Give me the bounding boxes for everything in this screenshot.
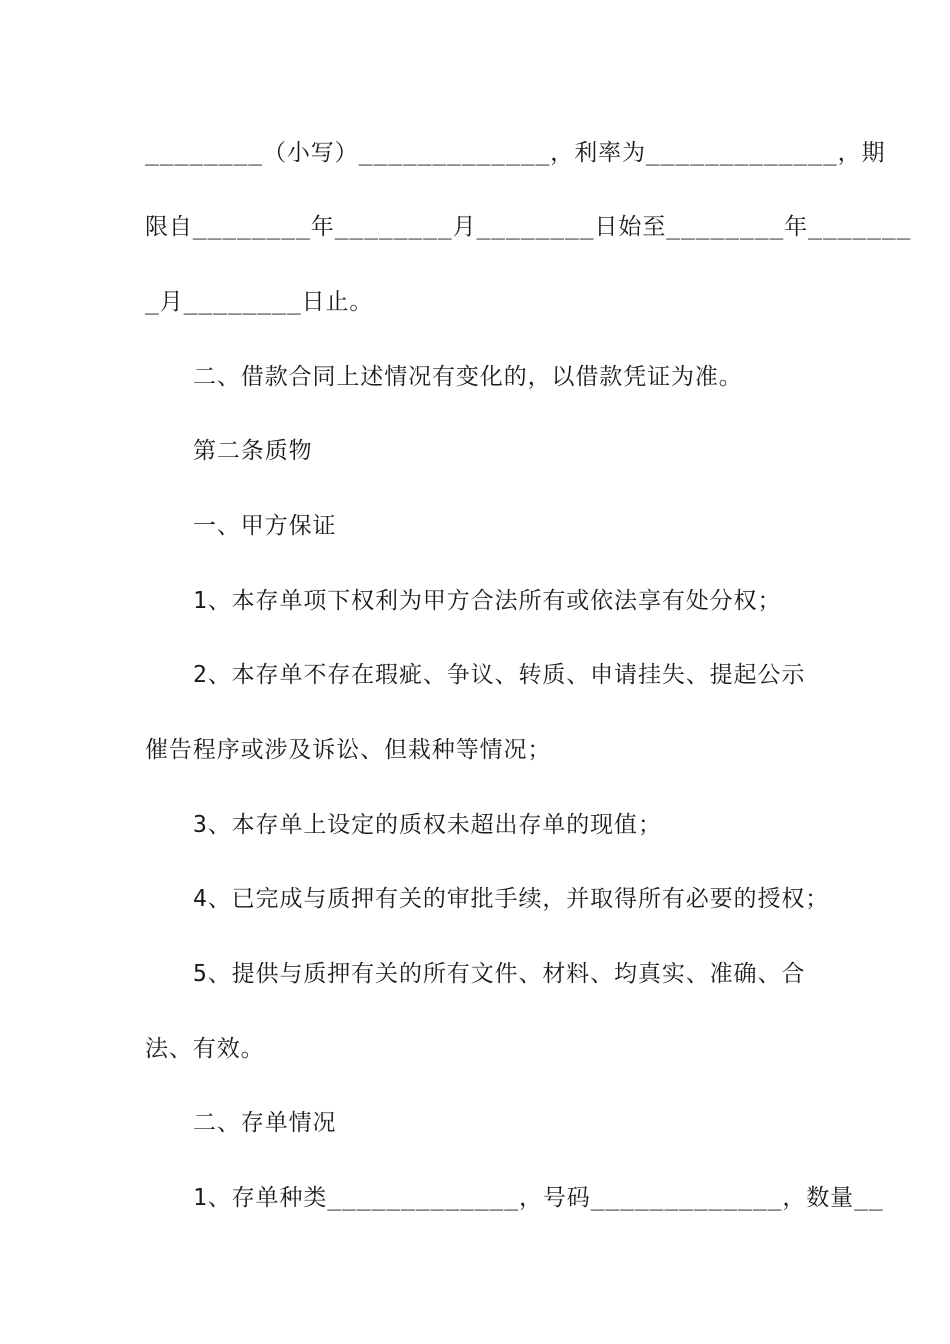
guarantee-item-1: 1、本存单项下权利为甲方合法所有或依法享有处分权； xyxy=(193,588,782,614)
guarantee-item-4: 4、已完成与质押有关的审批手续，并取得所有必要的授权； xyxy=(193,886,830,912)
guarantee-item-3: 3、本存单上设定的质权未超出存单的现值； xyxy=(193,812,662,838)
guarantee-item-2-cont: 催告程序或涉及诉讼、但栽种等情况； xyxy=(145,737,552,763)
guarantee-item-5-cont: 法、有效。 xyxy=(145,1036,265,1062)
deposit-item-1: 1、存单种类_____________，号码_____________，数量__ xyxy=(193,1185,884,1211)
clause-loan-change: 二、借款合同上述情况有变化的，以借款凭证为准。 xyxy=(193,364,743,390)
text-line-term-end: _月________日止。 xyxy=(145,289,374,315)
subsection-heading-guarantee: 一、甲方保证 xyxy=(193,513,337,539)
section-heading-pledge: 第二条质物 xyxy=(193,438,313,464)
guarantee-item-5: 5、提供与质押有关的所有文件、材料、均真实、准确、合 xyxy=(193,961,806,987)
text-line-term-start: 限自________年________月________日始至________年_______ xyxy=(145,214,912,240)
text-line-amount-rate: ________（小写）_____________，利率为_____________，期 xyxy=(145,140,886,166)
subsection-heading-deposit: 二、存单情况 xyxy=(193,1110,337,1136)
guarantee-item-2: 2、本存单不存在瑕疵、争议、转质、申请挂失、提起公示 xyxy=(193,662,806,688)
